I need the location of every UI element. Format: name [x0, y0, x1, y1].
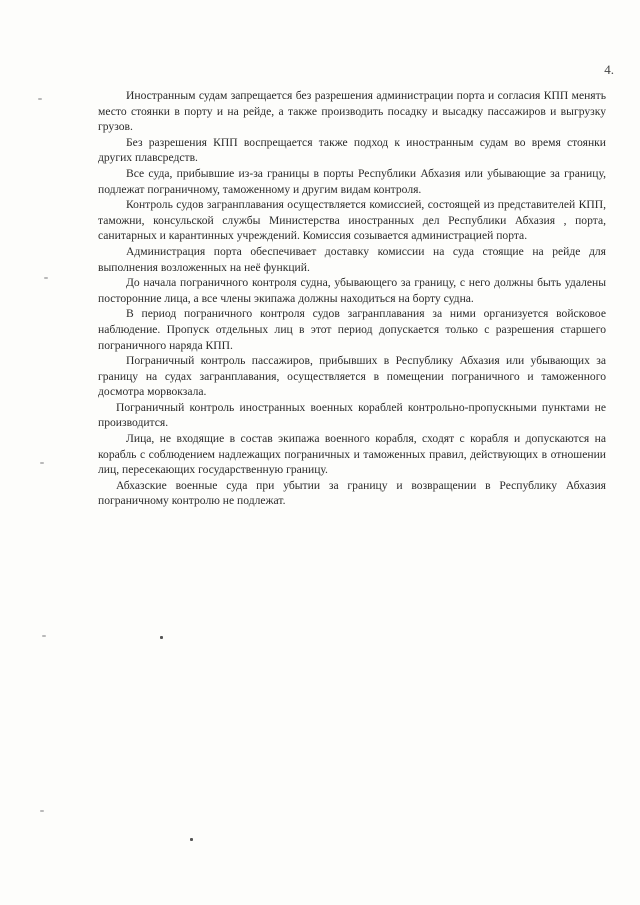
paragraph-7: В период пограничного контроля судов загранплавания за ними организуется войсковое наблюдение. Пропуск отдельных лиц в этот период допускается только с разрешения старшего пограничного наряда КПП.: [98, 307, 606, 352]
scan-speck: [40, 810, 44, 812]
paragraph-6: До начала пограничного контроля судна, убывающего за границу, с него должны быть удалены посторонние лица, а все члены экипажа должны находиться на борту судна.: [98, 276, 606, 305]
paragraph-10: Лица, не входящие в состав экипажа военного корабля, сходят с корабля и допускаются на корабль с соблюдением надлежащих пограничных и таможенных правил, действующих в отношении лиц, пересекающих государственную границу.: [98, 432, 606, 477]
paragraph-1: Иностранным судам запрещается без разрешения администрации порта и согласия КПП менять место стоянки в порту и на рейде, а также производить посадку и высадку пассажиров и выгрузку грузов.: [98, 89, 606, 134]
paragraph-3: Все суда, прибывшие из-за границы в порты Республики Абхазия или убывающие за границу, подлежат пограничному, таможенному и другим видам контроля.: [98, 166, 606, 196]
paragraph-11: Абхазские военные суда при убытии за границу и возвращении в Республику Абхазия пограничному контролю не подлежат.: [98, 478, 606, 508]
document-body: [98, 88, 606, 509]
paragraph-2: Без разрешения КПП воспрещается также подход к иностранным судам во время стоянки других плавсредств.: [98, 135, 606, 165]
paragraph-5: Администрация порта обеспечивает доставку комиссии на суда стоящие на рейде для выполнения возложенных на неё функций.: [98, 244, 606, 274]
scan-speck: [44, 277, 48, 279]
paragraph-8: Пограничный контроль пассажиров, прибывших в Республику Абхазия или убывающих за границу на судах загранплавания, осуществляется в помещении пограничного и таможенного досмотра морвокзала.: [98, 354, 606, 399]
scan-speck: [42, 635, 46, 637]
paragraph-9: Пограничный контроль иностранных военных кораблей контрольно-пропускными пунктами не производится.: [98, 400, 606, 430]
page-number: 4.: [604, 62, 614, 77]
scan-speck: [40, 462, 44, 464]
scan-speck: [38, 98, 42, 100]
paragraph-4: Контроль судов загранплавания осуществляется комиссией, состоящей из представителей КПП, таможни, консульской службы Министерства иностранных дел Республики Абхазия , порта, санитарных и карантинных учреждений. Комиссия созывается администрацией порта.: [98, 198, 606, 243]
scan-speck: [190, 838, 193, 841]
scan-speck: [160, 636, 163, 639]
